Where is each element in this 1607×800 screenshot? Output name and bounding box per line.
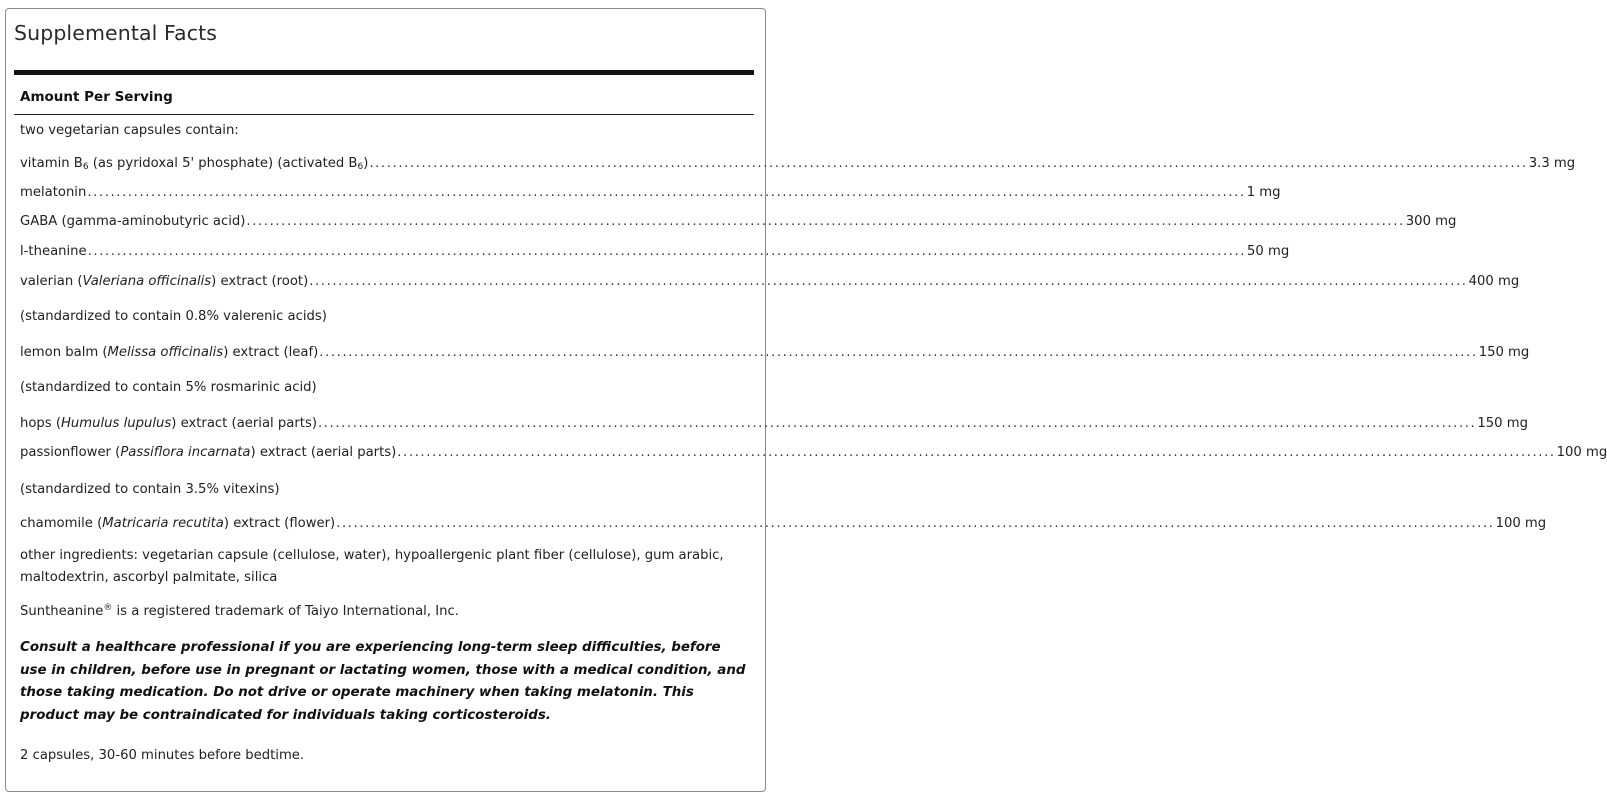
ingredient-label: vitamin $B_6$ (as pyridoxal 5' phosphate) (activated $B_6$) bbox=[20, 156, 369, 172]
directions-text: 2 capsules, 30-60 minutes before bedtime. bbox=[20, 748, 305, 763]
dot-leader: ........................................................................................................................................................................................................ bbox=[317, 416, 1477, 431]
ingredient-label: lemon balm (Melissa officinalis) extract (leaf) bbox=[20, 345, 319, 360]
dot-leader: ........................................................................................................................................................................................................ bbox=[87, 185, 1246, 200]
panel-title: Supplemental Facts bbox=[14, 21, 217, 45]
ingredient-amount: 50 mg bbox=[1247, 244, 1290, 259]
ingredient-label: hops (Humulus lupulus) extract (aerial parts) bbox=[20, 416, 317, 431]
dot-leader: ........................................................................................................................................................................................................ bbox=[369, 156, 1528, 171]
thin-divider bbox=[14, 114, 754, 115]
ingredient-amount: 150 mg bbox=[1478, 345, 1530, 360]
dot-leader: ........................................................................................................................................................................................................ bbox=[319, 345, 1478, 360]
dot-leader: ........................................................................................................................................................................................................ bbox=[309, 274, 1468, 289]
serving-intro: two vegetarian capsules contain: bbox=[20, 123, 239, 138]
warning-text: Consult a healthcare professional if you are experiencing long-term sleep difficulties, before use in children, before use in pregnant or lactating women, those with a medical condition, and those taking medication. Do not drive or operate machinery when taking melatonin. This product may be contraindicated for individuals taking corticosteroids. bbox=[20, 640, 746, 723]
ingredient-label: GABA (gamma-aminobutyric acid) bbox=[20, 214, 246, 229]
ingredient-label: melatonin bbox=[20, 185, 87, 200]
dot-leader: ........................................................................................................................................................................................................ bbox=[87, 244, 1247, 259]
ingredient-amount: 100 mg bbox=[1495, 516, 1547, 531]
ingredient-row-passionflower bbox=[20, 444, 1607, 462]
ingredient-amount: 150 mg bbox=[1477, 416, 1528, 431]
thick-divider bbox=[14, 70, 754, 75]
ingredient-amount: 400 mg bbox=[1468, 274, 1520, 289]
dot-leader: ........................................................................................................................................................................................................ bbox=[336, 516, 1495, 531]
ingredient-amount: 300 mg bbox=[1405, 214, 1457, 229]
ingredient-row-chamomile bbox=[20, 515, 1547, 533]
amount-per-serving-heading: Amount Per Serving bbox=[20, 89, 173, 105]
ingredient-amount: 100 mg bbox=[1556, 445, 1607, 460]
other-ingredients: other ingredients: vegetarian capsule (cellulose, water), hypoallergenic plant fiber (cellulose), gum arabic, maltodextrin, ascorbyl palmitate, silica bbox=[20, 548, 724, 585]
ingredient-row-melatonin bbox=[20, 184, 1281, 202]
ingredient-row-hops bbox=[20, 415, 1528, 433]
ingredient-amount: 3.3 mg bbox=[1528, 156, 1576, 171]
standardization-note-valerian: (standardized to contain 0.8% valerenic acids) bbox=[20, 309, 327, 324]
ingredient-label: chamomile (Matricaria recutita) extract (flower) bbox=[20, 516, 336, 531]
ingredient-row-vitamin-b6 bbox=[20, 155, 1576, 173]
standardization-note-passionflower: (standardized to contain 3.5% vitexins) bbox=[20, 482, 280, 497]
dot-leader: ........................................................................................................................................................................................................ bbox=[246, 214, 1405, 229]
ingredient-label: valerian (Valeriana officinalis) extract (root) bbox=[20, 274, 309, 289]
ingredient-amount: 1 mg bbox=[1246, 185, 1281, 200]
trademark-notice: Suntheanine® is a registered trademark of Taiyo International, Inc. bbox=[20, 603, 459, 619]
ingredient-row-valerian bbox=[20, 273, 1520, 291]
dot-leader: ........................................................................................................................................................................................................ bbox=[397, 445, 1556, 460]
ingredient-row-l-theanine bbox=[20, 243, 1290, 261]
ingredient-row-lemon-balm bbox=[20, 344, 1530, 362]
ingredient-label: l-theanine bbox=[20, 244, 87, 259]
ingredient-row-gaba bbox=[20, 213, 1457, 231]
standardization-note-lemon-balm: (standardized to contain 5% rosmarinic acid) bbox=[20, 380, 317, 395]
ingredient-label: passionflower (Passiflora incarnata) extract (aerial parts) bbox=[20, 445, 397, 460]
